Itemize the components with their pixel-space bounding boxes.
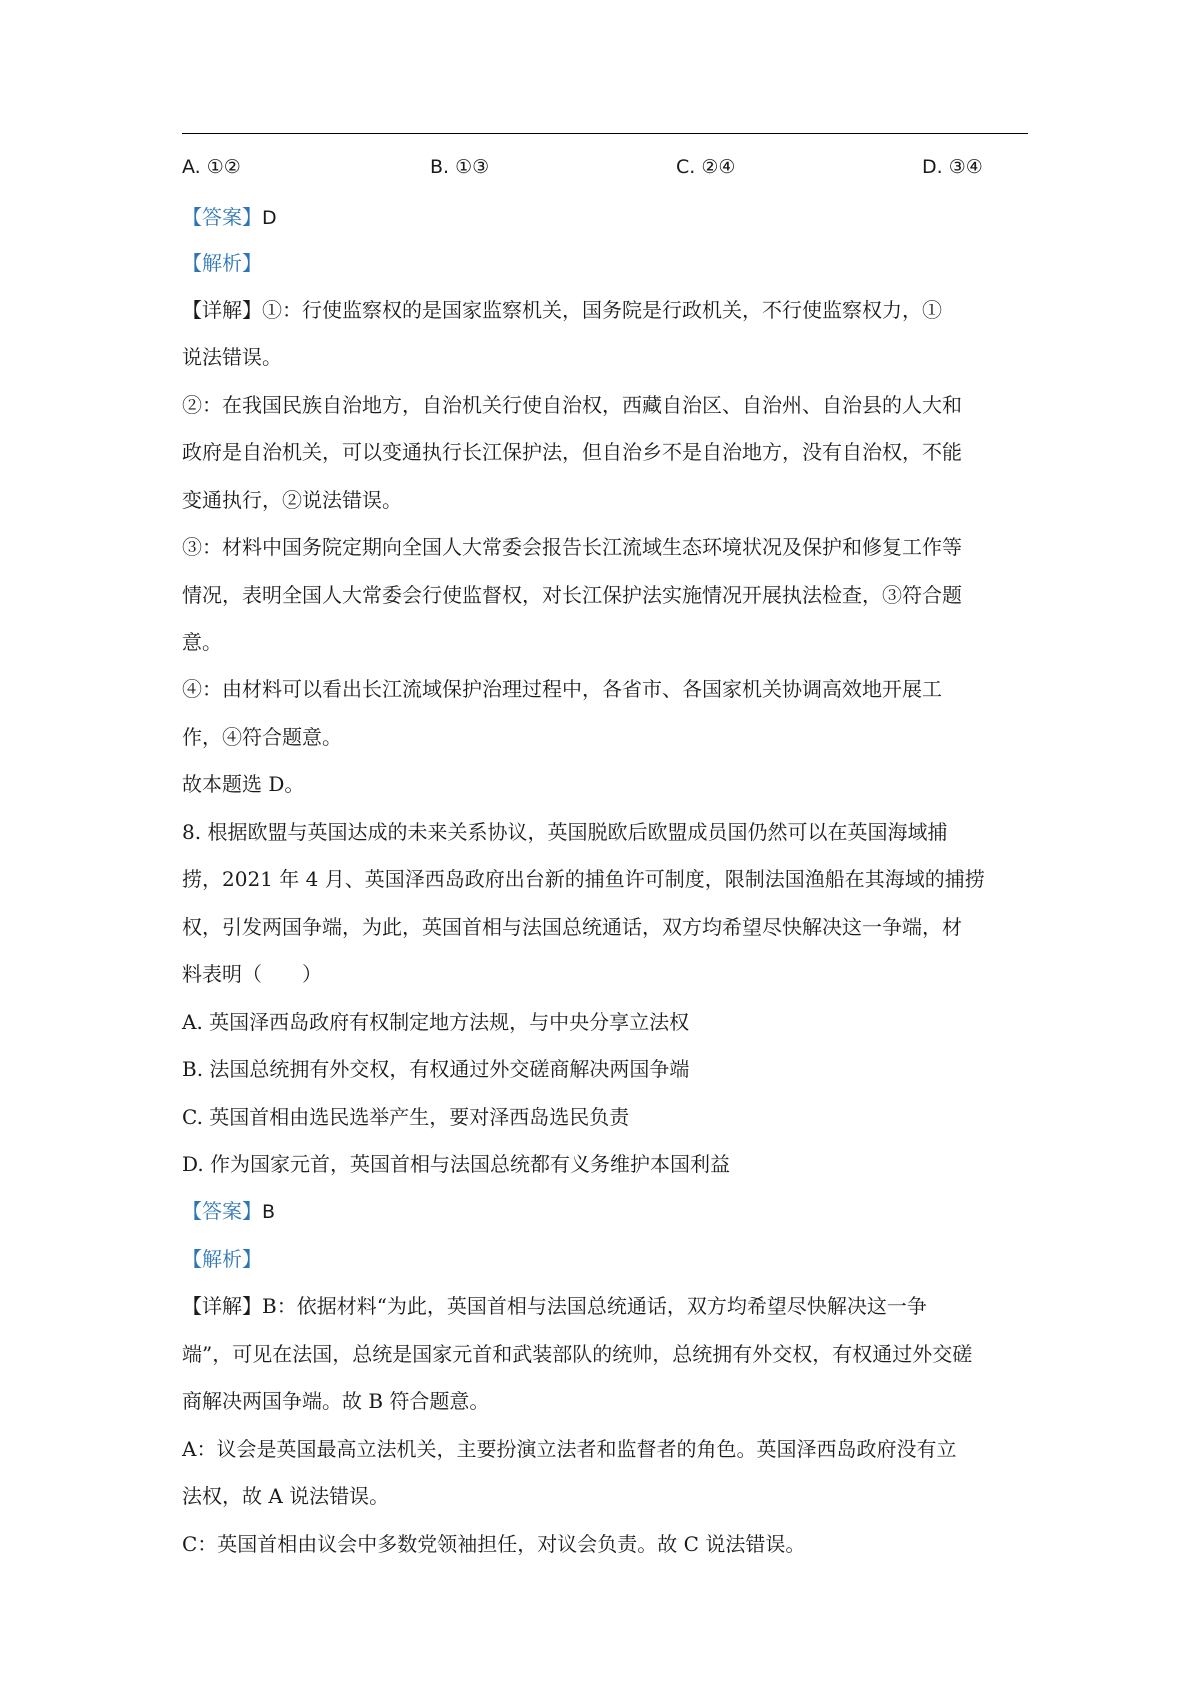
option-d: D. ③④ [922, 156, 983, 178]
q8-option-c: C. 英国首相由选民选举产生，要对泽西岛选民负责 [182, 1105, 630, 1129]
q8-detail-line: 商解决两国争端。故 B 符合题意。 [182, 1389, 490, 1413]
q8-answer-line [182, 1196, 1028, 1227]
q7-detail-line: 说法错误。 [182, 345, 282, 369]
q8-option-a: A. 英国泽西岛政府有权制定地方法规，与中央分享立法权 [182, 1010, 690, 1034]
q7-detail-line: 作，④符合题意。 [182, 725, 342, 749]
option-c: C. ②④ [676, 156, 736, 178]
answer-tag: 【答案】 [182, 205, 262, 229]
q8-detail-line: 法权，故 A 说法错误。 [182, 1484, 390, 1508]
q8-analysis-tag: 【解析】 [182, 1247, 262, 1271]
header-rule [182, 133, 1028, 134]
q7-detail-line: 【详解】①：行使监察权的是国家监察机关，国务院是行政机关，不行使监察权力，① [182, 298, 942, 322]
q8-stem-line: 料表明（ ） [182, 962, 322, 986]
q7-conclusion: 故本题选 D。 [182, 772, 305, 796]
q8-option-b: B. 法国总统拥有外交权，有权通过外交磋商解决两国争端 [182, 1057, 690, 1081]
q7-analysis-tag: 【解析】 [182, 251, 262, 275]
q8-stem-line: 8. 根据欧盟与英国达成的未来关系协议，英国脱欧后欧盟成员国仍然可以在英国海域捕 [182, 820, 948, 844]
q7-detail-line: 情况，表明全国人大常委会行使监督权，对长江保护法实施情况开展执法检查，③符合题 [182, 583, 962, 607]
q7-answer-line [182, 202, 1028, 233]
previous-question-options [182, 156, 1028, 186]
q7-detail-line: 政府是自治机关，可以变通执行长江保护法，但自治乡不是自治地方，没有自治权，不能 [182, 440, 962, 464]
option-a: A. ①② [182, 156, 241, 178]
q8-stem-line: 捞，2021 年 4 月、英国泽西岛政府出台新的捕鱼许可制度，限制法国渔船在其海域的捕捞 [182, 867, 985, 891]
answer-tag: 【答案】 [182, 1199, 262, 1223]
q8-option-d: D. 作为国家元首，英国首相与法国总统都有义务维护本国利益 [182, 1152, 731, 1176]
q7-detail-line: ③：材料中国务院定期向全国人大常委会报告长江流域生态环境状况及保护和修复工作等 [182, 535, 962, 559]
q7-detail-line: ④：由材料可以看出长江流域保护治理过程中，各省市、各国家机关协调高效地开展工 [182, 677, 942, 701]
q7-detail-line: 变通执行，②说法错误。 [182, 488, 402, 512]
q8-detail-line: 【详解】B：依据材料“为此，英国首相与法国总统通话，双方均希望尽快解决这一争 [182, 1294, 927, 1318]
option-b: B. ①③ [430, 156, 490, 178]
q8-detail-line: 端”，可见在法国，总统是国家元首和武装部队的统帅，总统拥有外交权，有权通过外交磋 [182, 1342, 973, 1366]
q8-detail-line: A：议会是英国最高立法机关，主要扮演立法者和监督者的角色。英国泽西岛政府没有立 [182, 1437, 957, 1461]
q7-detail-line: ②：在我国民族自治地方，自治机关行使自治权，西藏自治区、自治州、自治县的人大和 [182, 393, 962, 417]
q8-detail-line: C：英国首相由议会中多数党领袖担任，对议会负责。故 C 说法错误。 [182, 1532, 806, 1556]
answer-value: B [262, 1201, 276, 1223]
answer-value: D [262, 207, 277, 229]
q8-stem-line: 权，引发两国争端，为此，英国首相与法国总统通话，双方均希望尽快解决这一争端，材 [182, 915, 962, 939]
q7-detail-line: 意。 [182, 630, 222, 654]
